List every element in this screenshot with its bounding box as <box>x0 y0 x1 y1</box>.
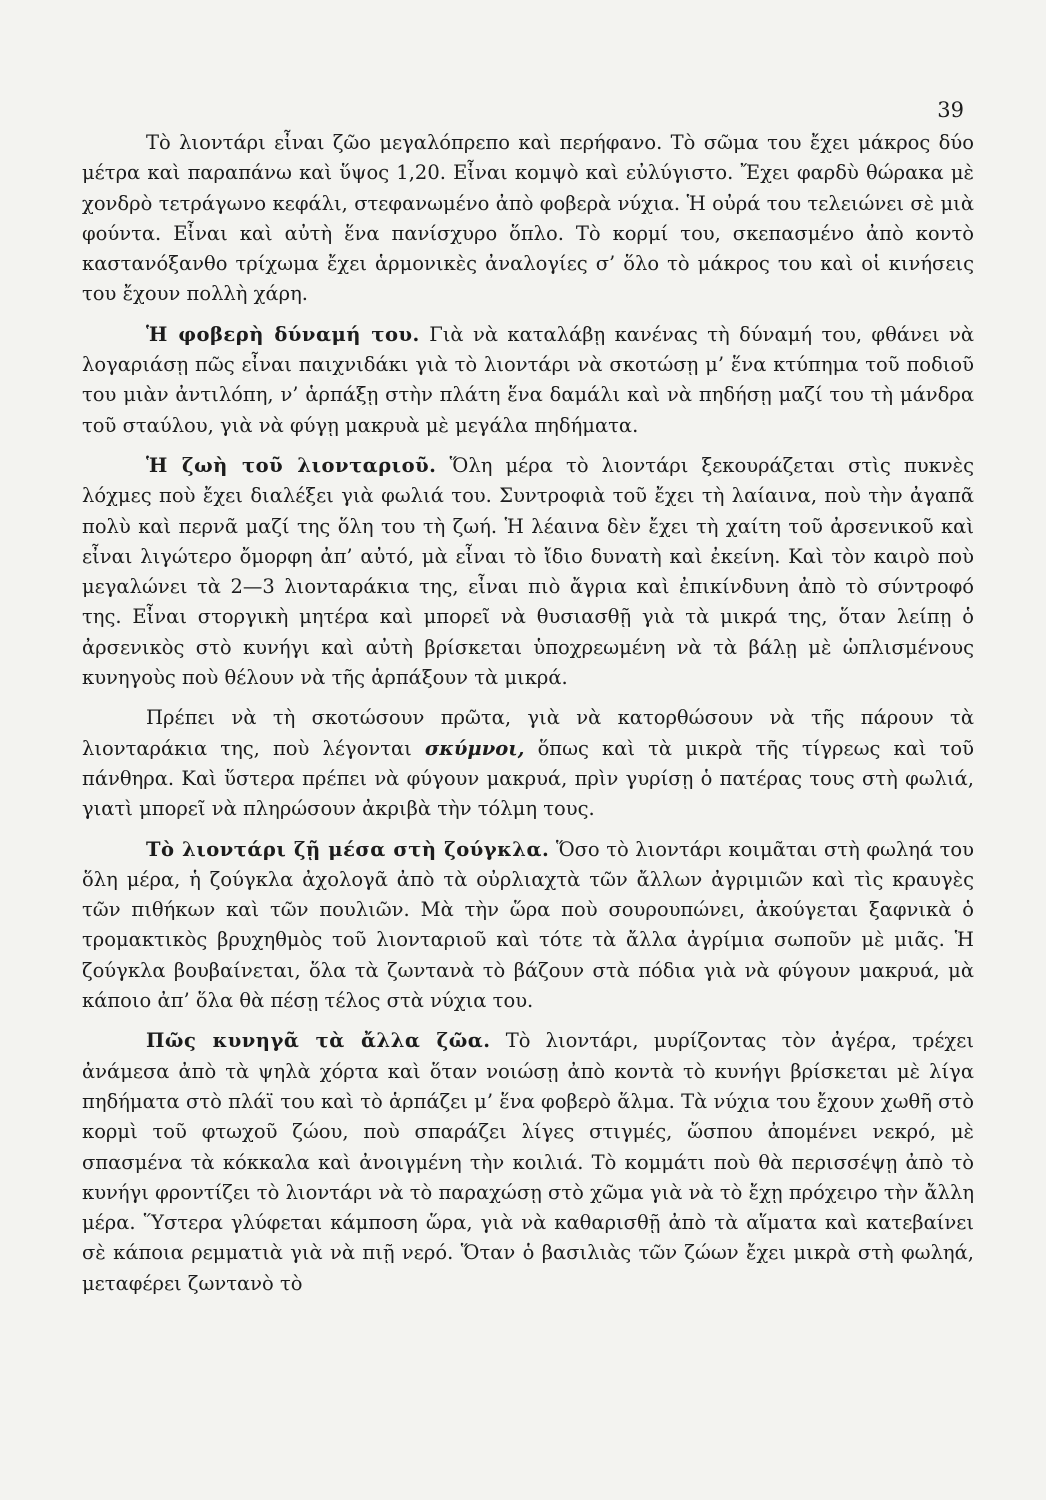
paragraph-intro <box>82 128 974 310</box>
paragraph-hunting-text: Τὸ λιοντάρι, μυρίζοντας τὸν ἀγέρα, τρέχει ἀνάμεσα ἀπὸ τὰ ψηλὰ χόρτα καὶ ὅταν νοιώσῃ ἀπὸ κοντὰ τὸ κυνήγι βρίσκεται μὲ λίγα πηδήματα στὸ πλάϊ του καὶ τὸ ἁρπάζει μ’ ἕνα φοβερὸ ἅλμα. Τὰ νύχια του ἔχουν χωθῆ στὸ κορμὶ τοῦ φτωχοῦ ζώου, ποὺ σπαράζει λίγες στιγμές, ὥσπου ἀπομένει νεκρό, μὲ σπασμένα τὰ κόκκαλα καὶ ἀνοιγμένη τὴν κοιλιά. Τὸ κομμάτι ποὺ θὰ περισσέψῃ ἀπὸ τὸ κυνήγι φροντίζει τὸ λιοντάρι νὰ τὸ παραχώσῃ στὸ χῶμα γιὰ νὰ τὸ ἔχῃ πρόχειρο τὴν ἄλλη μέρα. Ὕστερα γλύφεται κάμποση ὥρα, γιὰ νὰ καθαρισθῇ ἀπὸ τὰ αἵματα καὶ κατεβαίνει σὲ κάποια ρεμματιὰ γιὰ νὰ πιῇ νερό. Ὅταν ὁ βασιλιὰς τῶν ζώων ἔχει μικρὰ στὴ φωληά, μεταφέρει ζωντανὸ τὸ <box>82 1029 974 1295</box>
paragraph-strength-text: Γιὰ νὰ καταλάβῃ κανένας τὴ δύναμή του, φθάνει νὰ λογαριάσῃ πῶς εἶναι παιχνιδάκι γιὰ τὸ λιοντάρι νὰ σκοτώσῃ μ’ ἕνα κτύπημα τοῦ ποδιοῦ του μιὰν ἀντιλόπη, ν’ ἁρπάξῃ στὴν πλάτη ἕνα δαμάλι καὶ νὰ πηδήσῃ μαζί του τὴ μάνδρα τοῦ σταύλου, γιὰ νὰ φύγῃ μακρυὰ μὲ μεγάλα πηδήματα. <box>82 322 974 437</box>
section-heading-strength: Ἡ φοβερὴ δύναμή του. <box>146 322 420 346</box>
section-heading-jungle: Τὸ λιοντάρι ζῇ μέσα στὴ ζούγκλα. <box>146 837 550 861</box>
section-heading-life: Ἡ ζωὴ τοῦ λιονταριοῦ. <box>146 453 437 477</box>
paragraph-jungle-text: Ὅσο τὸ λιοντάρι κοιμᾶται στὴ φωληά του ὅλη μέρα, ἡ ζούγκλα ἀχολογᾶ ἀπὸ τὰ οὐρλιαχτὰ τῶν ἄλλων ἀγριμιῶν καὶ τὶς κραυγὲς τῶν πιθήκων καὶ τῶν πουλιῶν. Μὰ τὴν ὥρα ποὺ σουρουπώνει, ἀκούγεται ξαφνικὰ ὁ τρομακτικὸς βρυχηθμὸς τοῦ λιονταριοῦ καὶ τότε τὰ ἄλλα ἀγρίμια σωποῦν μὲ μιᾶς. Ἡ ζούγκλα βουβαίνεται, ὅλα τὰ ζωντανὰ τὸ βάζουν στὰ πόδια γιὰ νὰ φύγουν μακρυά, μὰ κάποιο ἀπ’ ὅλα θὰ πέσῃ τέλος στὰ νύχια του. <box>82 837 974 1013</box>
paragraph-jungle <box>82 835 974 1017</box>
paragraph-hunting <box>82 1026 974 1299</box>
paragraph-life <box>82 451 974 693</box>
paragraph-cubs-text-before: Πρέπει νὰ τὴ σκοτώσουν πρῶτα, γιὰ νὰ κατορθώσουν νὰ τῆς πάρουν τὰ λιονταράκια της, ποὺ λέγονται <box>82 706 974 760</box>
section-heading-hunting: Πῶς κυνηγᾶ τὰ ἄλλα ζῶα. <box>146 1029 491 1053</box>
paragraph-strength <box>82 320 974 441</box>
term-skymnoi: σκύμνοι, <box>424 736 525 760</box>
paragraph-life-text: Ὅλη μέρα τὸ λιοντάρι ξεκουράζεται στὶς πυκνὲς λόχμες ποὺ ἔχει διαλέξει γιὰ φωλιά του. Συντροφιὰ τοῦ ἔχει τὴ λαίαινα, ποὺ τὴν ἀγαπᾶ πολὺ καὶ περνᾶ μαζί της ὅλη του τὴ ζωή. Ἡ λέαινα δὲν ἔχει τὴ χαίτη τοῦ ἀρσενικοῦ καὶ εἶναι λιγώτερο ὄμορφη ἀπ’ αὐτό, μὰ εἶναι τὸ ἴδιο δυνατὴ καὶ ἐκείνη. Καὶ τὸν καιρὸ ποὺ μεγαλώνει τὰ 2—3 λιονταράκια της, εἶναι πιὸ ἄγρια καὶ ἐπικίνδυνη ἀπὸ τὸ σύντροφό της. Εἶναι στοργικὴ μητέρα καὶ μπορεῖ νὰ θυσιασθῇ γιὰ τὰ μικρά της, ὅταν λείπῃ ὁ ἀρσενικὸς στὸ κυνήγι καὶ αὐτὴ βρίσκεται ὑποχρεωμένη νὰ τὰ βάλῃ μὲ ὡπλισμένους κυνηγοὺς ποὺ θέλουν νὰ τῆς ἁρπάξουν τὰ μικρά. <box>82 453 974 690</box>
paragraph-cubs <box>82 703 974 824</box>
page-number: 39 <box>937 98 964 122</box>
paragraph-cubs-text-after: ὅπως καὶ τὰ μικρὰ τῆς τίγρεως καὶ τοῦ πάνθηρα. Καὶ ὕστερα πρέπει νὰ φύγουν μακρυά, πρὶν γυρίσῃ ὁ πατέρας τους στὴ φωλιά, γιατὶ μπορεῖ νὰ πληρώσουν ἀκριβὰ τὴν τόλμη τους. <box>82 736 974 821</box>
paragraph-intro-text: Τὸ λιοντάρι εἶναι ζῶο μεγαλόπρεπο καὶ περήφανο. Τὸ σῶμα του ἔχει μάκρος δύο μέτρα καὶ παραπάνω καὶ ὕψος 1,20. Εἶναι κομψὸ καὶ εὐλύγιστο. Ἔχει φαρδὺ θώρακα μὲ χονδρὸ τετράγωνο κεφάλι, στεφανωμένο ἀπὸ φοβερὰ νύχια. Ἡ οὐρά του τελειώνει σὲ μιὰ φούντα. Εἶναι καὶ αὐτὴ ἕνα πανίσχυρο ὅπλο. Τὸ κορμί του, σκεπασμένο ἀπὸ κοντὸ καστανόξανθο τρίχωμα ἔχει ἁρμονικὲς ἀναλογίες σ’ ὅλο τὸ μάκρος του καὶ οἱ κινήσεις του ἔχουν πολλὴ χάρη. <box>82 131 974 306</box>
